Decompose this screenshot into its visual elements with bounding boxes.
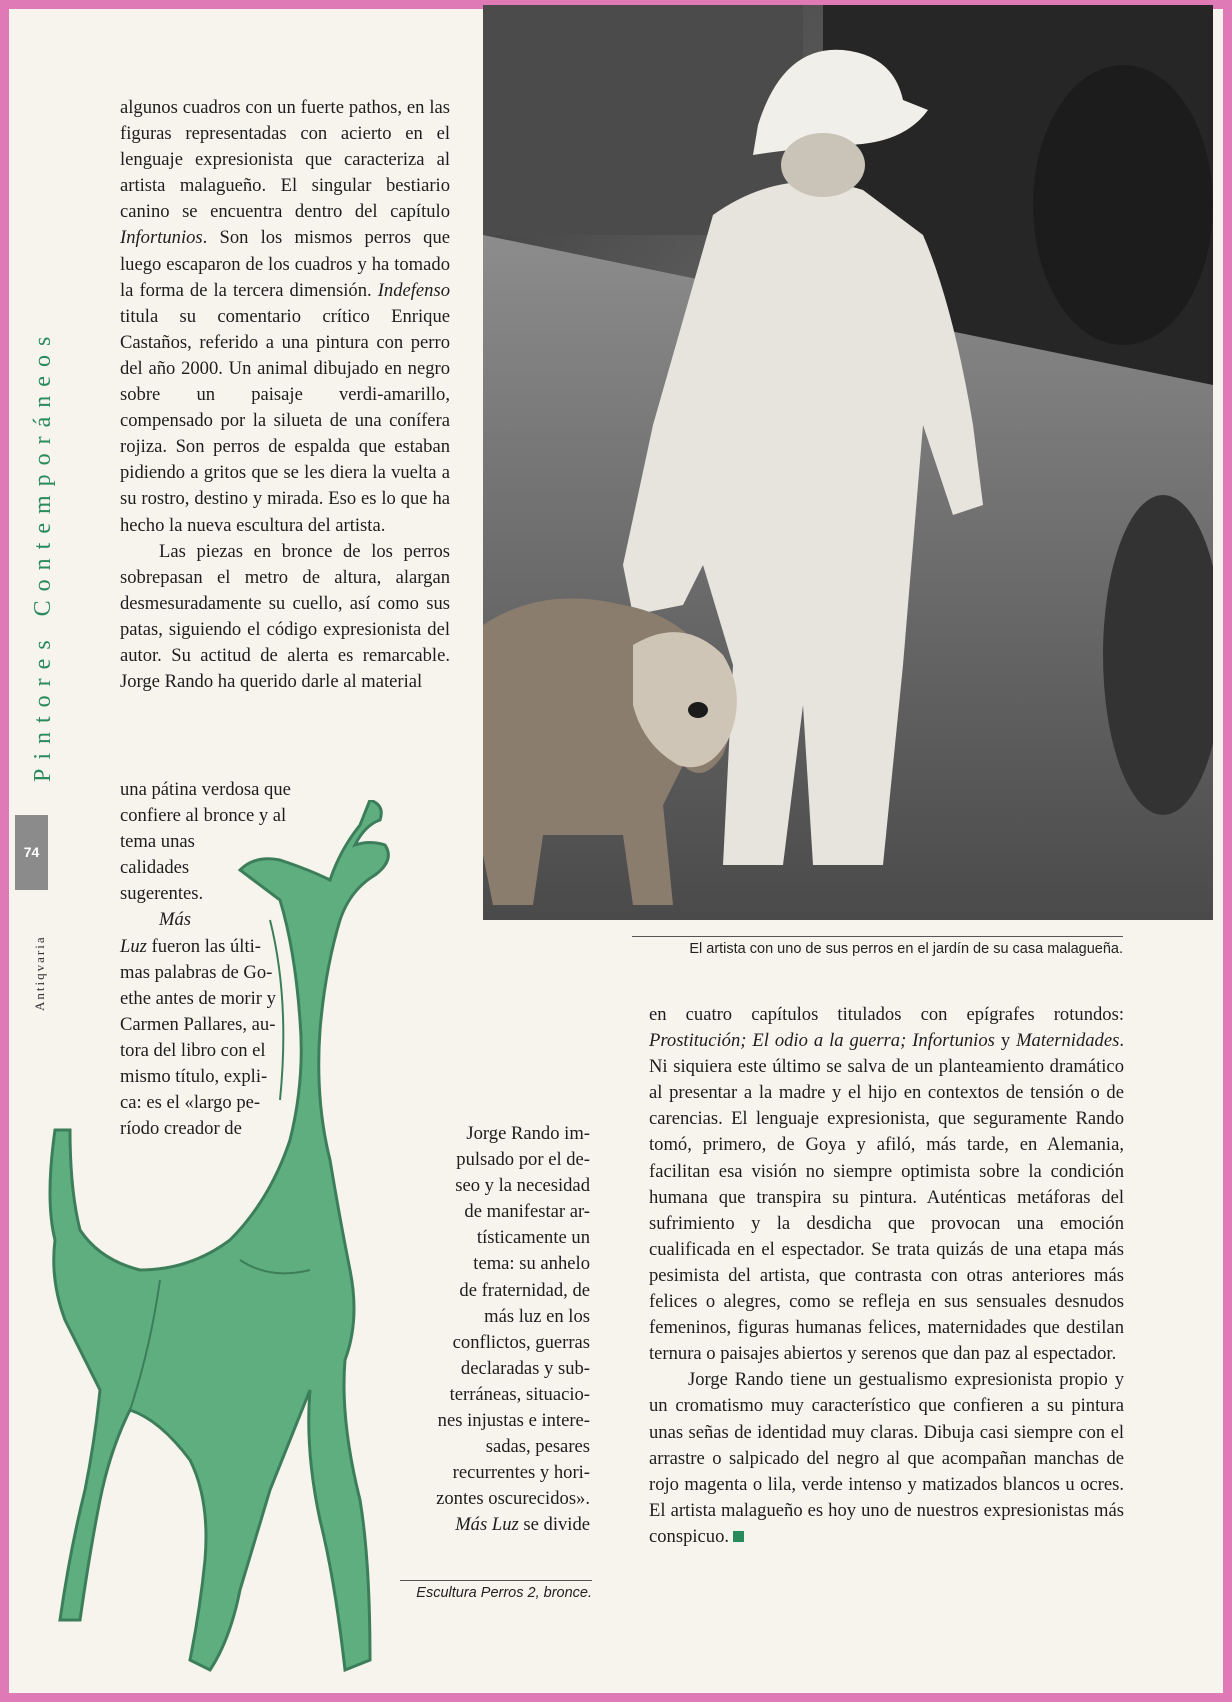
section-title: Pintores Contemporáneos <box>30 327 56 782</box>
article-column-right: Jorge Rando im- pulsado por el de- seo y la necesidad de manifestar ar- tísticamente un tema: su anhelo de fraternidad, de más luz en los conflictos, guerras declaradas y sub- terráneas, situacio- nes injustas e intere- sadas, pesares recurrentes y hori- zontes oscurecidos». Más Luz se divide <box>436 1123 590 1536</box>
article-column-1 <box>120 95 450 695</box>
magazine-name: Antiqvaria <box>32 935 47 1011</box>
paragraph: en cuatro capítulos titulados con epígrafes rotundos: Prostitución; El odio a la guerra; Infortunios y Maternidades. Ni siquiera este último se salva de un planteamiento dramático al presentar a la madre y el hijo en contextos de tensión o de carencias. El lenguaje expresionista, que seguramente Rando tomó, primero, de Goya y afiló, más tarde, en Alemania, facilitan esa visión no siempre optimista sobre la condición humana que transpira su pintura. Auténticas metáforas del sufrimiento y la desdicha que provocan una emoción cualificada en el espectador. Se trata quizás de una etapa más pesimista del artista, que contrasta con otras anteriores más felices o alegres, como se refleja en sus sensuales desnudos femeninos, figuras humanas felices, maternidades que destilan ternura o paisajes abiertos y serenos que dan paz al espectador. <box>649 1004 1125 1365</box>
article-column-3 <box>649 1002 1124 1550</box>
paragraph: Jorge Rando tiene un gestualismo expresionista propio y un cromatismo muy característico que confieren a su pintura unas señas de identidad muy claras. Dibuja casi siempre con el arrastre o salpicado del negro al que acompañan manchas de rojo magenta o lila, verde intenso y matizados blancos u ocres. El artista malagueño es hoy uno de nuestros expresionistas más conspicuo. <box>649 1369 1124 1547</box>
page-number: 74 <box>15 815 48 890</box>
sculpture-caption: Escultura Perros 2, bronce. <box>400 1580 592 1601</box>
article-column-narrow: una pátina verdosa que confiere al bronce y al tema unas calidades sugerentes. Más Luz fueron las últi- mas palabras de Go- ethe antes de morir y Carmen Pallares, au- tora del libro con el mismo título, expli- ca: es el «largo pe- ríodo creador de <box>120 779 291 1140</box>
paragraph: algunos cuadros con un fuerte pathos, en las figuras representadas con acierto en el lenguaje expresionista que caracteriza al artista malagueño. El singular bestiario canino se encuentra dentro del capítulo Infortunios. Son los mismos perros que luego escaparon de los cuadros y ha tomado la forma de la tercera dimensión. Indefenso titula su comentario crítico Enrique Castaños, referido a una pintura con perro del año 2000. Un animal dibujado en negro sobre un paisaje verdi-amarillo, compensado por la silueta de una conífera rojiza. Son perros de espalda que estaban pidiendo a gritos que se les diera la vuelta a su rostro, destino y mirada. Eso es lo que ha hecho la nueva escultura del artista. <box>120 97 450 536</box>
artist-photo <box>483 5 1213 920</box>
photo-caption: El artista con uno de sus perros en el jardín de su casa malagueña. <box>632 936 1123 957</box>
sculpture-image <box>40 800 460 1690</box>
end-mark-icon <box>733 1531 744 1542</box>
paragraph: Las piezas en bronce de los perros sobrepasan el metro de altura, alargan desmesuradamente su cuello, así como sus patas, siguiendo el código expresionista del autor. Su actitud de alerta es remarcable. Jorge Rando ha querido darle al material <box>120 540 450 693</box>
